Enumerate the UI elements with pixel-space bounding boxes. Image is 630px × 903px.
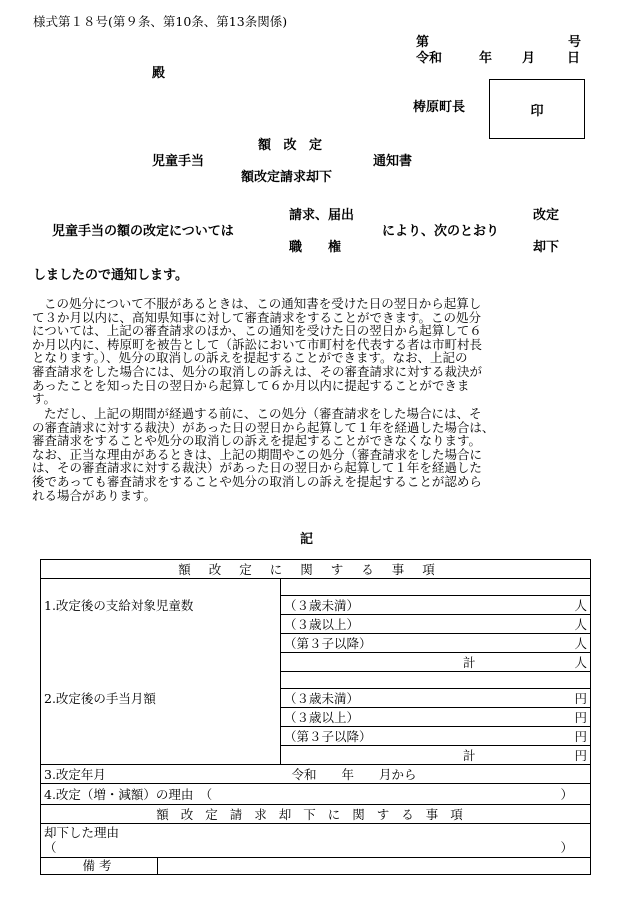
children-over3-label: （３歳以上） xyxy=(284,617,360,632)
sentence-result-revise: 改定 xyxy=(533,208,560,223)
item4-close-paren: ） xyxy=(560,787,574,802)
date-month: 月 xyxy=(522,51,536,66)
ki-heading: 記 xyxy=(300,532,314,547)
item2-spacer xyxy=(41,672,281,689)
notice-paragraph-1 xyxy=(32,297,582,406)
item1-label-cell xyxy=(41,579,281,596)
date-day: 日 xyxy=(567,51,581,66)
children-third-cell xyxy=(281,634,591,653)
item4-reason-cell xyxy=(41,784,591,805)
amount-third-label: （第３子以降） xyxy=(284,729,372,744)
remarks-row xyxy=(41,858,591,875)
notice-line: なお、正当な理由があるときは、上記の期間やこの処分（審査請求をした場合に xyxy=(32,446,483,462)
sentence-lead: 児童手当の額の改定については xyxy=(52,224,234,239)
notice-line: 審査請求をした場合には、処分の取消しの訴えは、その審査請求に対する裁決が xyxy=(32,363,483,379)
item3-label: 3.改定年月 xyxy=(41,765,281,784)
children-under3-cell xyxy=(281,596,591,615)
notice-line: す。 xyxy=(32,391,57,407)
children-over3-unit: 人 xyxy=(574,617,588,632)
item1-blank xyxy=(41,634,281,653)
seal-label: 印 xyxy=(530,103,544,119)
item1-blank xyxy=(41,653,281,672)
notice-line: の審査請求に対する裁決）があった日の翌日から起算して１年を経過した場合は、 xyxy=(32,419,495,435)
amount-third-unit: 円 xyxy=(574,729,588,744)
amount-total-label: 計 xyxy=(462,748,476,763)
date-year: 年 xyxy=(479,51,493,66)
amount-over3-cell xyxy=(281,708,591,727)
item2-label: 2.改定後の手当月額 xyxy=(41,689,281,708)
doc-number-label: 第 xyxy=(416,35,430,50)
seal-box xyxy=(489,79,585,139)
item1-blank xyxy=(41,615,281,634)
amount-total-cell xyxy=(281,746,591,765)
date-era: 令和 xyxy=(416,51,443,66)
children-total-unit: 人 xyxy=(574,655,587,670)
sentence-tail: しましたので通知します。 xyxy=(33,268,188,283)
item2-blank xyxy=(41,727,281,746)
title-option-rejection: 額改定請求却下 xyxy=(241,170,333,185)
amount-total-unit: 円 xyxy=(574,748,587,763)
notice-line: は、その審査請求に対する裁決）があった日の翌日から起算して１年を経過した xyxy=(32,460,482,476)
children-third-unit: 人 xyxy=(574,636,588,651)
reject-open-paren: （ xyxy=(44,840,57,855)
amount-under3-cell xyxy=(281,689,591,708)
item2-blank xyxy=(41,708,281,727)
notice-line: か月以内に、梼原町を被告として（訴訟において市町村を代表する者は市町村長 xyxy=(32,336,483,352)
reject-reason-cell xyxy=(41,824,591,858)
amount-over3-label: （３歳以上） xyxy=(284,710,360,725)
item1-spacer-cell xyxy=(281,579,591,596)
addressee-suffix: 殿 xyxy=(152,66,166,81)
item1-label: 1.改定後の支給対象児童数 xyxy=(41,596,281,615)
children-over3-cell xyxy=(281,615,591,634)
title-suffix: 通知書 xyxy=(373,154,413,169)
reject-reason-label: 却下した理由 xyxy=(44,825,120,840)
notice-line: ただし、上記の期間が経過する前に、この処分（審査請求をした場合には、そ xyxy=(44,406,482,421)
amount-under3-unit: 円 xyxy=(574,691,588,706)
notice-line: れる場合があります。 xyxy=(32,487,157,503)
notice-line: この処分について不服があるときは、この通知書を受けた日の翌日から起算し xyxy=(44,296,482,311)
sentence-cause-authority: 職 権 xyxy=(289,240,342,255)
amount-over3-unit: 円 xyxy=(574,710,588,725)
sentence-result-reject: 却下 xyxy=(533,240,560,255)
notice-line: て３か月以内に、高知県知事に対して審査請求をすることができます。この処分 xyxy=(32,309,482,325)
doc-number-suffix: 号 xyxy=(568,35,582,50)
item2-blank xyxy=(41,746,281,765)
remarks-value xyxy=(158,858,590,874)
children-under3-label: （３歳未満） xyxy=(284,598,360,613)
children-third-label: （第３子以降） xyxy=(284,636,372,651)
children-total-cell xyxy=(281,653,591,672)
remarks-label: 備考 xyxy=(41,858,158,874)
item3-value xyxy=(281,765,591,784)
section-header-revision: 額改定に関する事項 xyxy=(41,560,591,579)
notice-line: 審査請求をすることや処分の取消しの訴えを提起することができなくなります。 xyxy=(32,433,482,449)
amount-under3-label: （３歳未満） xyxy=(284,691,360,706)
notice-line: については、上記の審査請求のほか、この通知を受けた日の翌日から起算して６ xyxy=(32,323,482,339)
children-total-label: 計 xyxy=(462,655,476,670)
sentence-mid: により、次のとおり xyxy=(382,224,500,239)
reject-close-paren: ） xyxy=(560,840,574,855)
form-number: 様式第１８号(第９条、第10条、第13条関係) xyxy=(33,14,288,29)
item4-label: 4.改定（増・減額）の理由 （ xyxy=(44,787,213,802)
sentence-cause-request: 請求、届出 xyxy=(289,208,355,223)
children-under3-unit: 人 xyxy=(574,598,588,613)
title-option-revision: 額 改 定 xyxy=(258,138,327,153)
details-table xyxy=(40,559,591,875)
revision-date-value: 令和 年 月から xyxy=(291,767,417,782)
notice-line: あったことを知った日の翌日から起算して６か月以内に提起することができま xyxy=(32,377,470,393)
mayor-title: 梼原町長 xyxy=(413,100,466,115)
notice-line: 後であっても審査請求をすることや処分の取消しの訴えを提起することが認めら xyxy=(32,473,482,489)
amount-spacer-cell xyxy=(281,672,591,689)
notice-line: となります。）、処分の取消しの訴えを提起することができます。なお、上記の xyxy=(32,350,468,366)
section-header-rejection: 額改定請求却下に関する事項 xyxy=(41,805,591,824)
notice-paragraph-2 xyxy=(32,407,582,502)
title-prefix: 児童手当 xyxy=(152,154,205,169)
amount-third-cell xyxy=(281,727,591,746)
